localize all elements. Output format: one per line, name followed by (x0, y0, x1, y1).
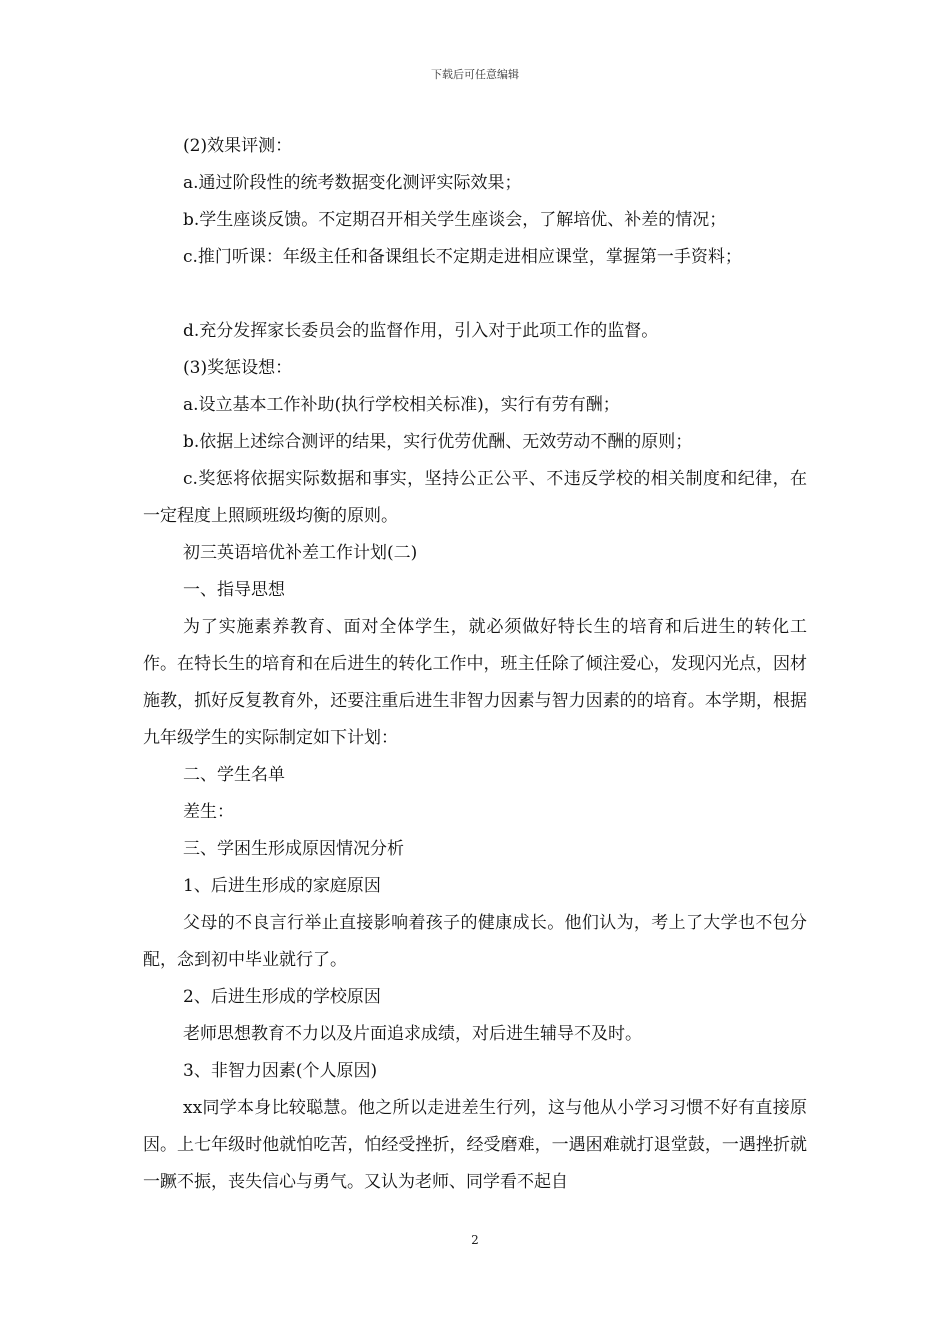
heading-family-cause: 1、后进生形成的家庭原因 (183, 876, 381, 896)
paragraph-poor-students: 差生： (183, 802, 234, 822)
paragraph-effect-evaluation: (2)效果评测： (183, 136, 293, 156)
paragraph-item-a: a.通过阶段性的统考数据变化测评实际效果； (183, 173, 522, 193)
heading-personal-cause: 3、非智力因素(个人原因) (183, 1061, 378, 1081)
paragraph-guiding-thought: 为了实施素养教育、面对全体学生，就必须做好特长生的培育和后进生的转化工作。在特长生的培育和在后进生的转化工作中，班主任除了倾注爱心，发现闪光点，因材施教，抓好反复教育外，还要注重后进生非智力因素与智力因素的的培育。本学期，根据九年级学生的实际制定如下计划： (143, 617, 807, 748)
paragraph-item-b: b.学生座谈反馈。不定期召开相关学生座谈会，了解培优、补差的情况； (183, 210, 727, 230)
heading-school-cause: 2、后进生形成的学校原因 (183, 987, 381, 1007)
paragraph-item-c: c.推门听课：年级主任和备课组长不定期走进相应课堂，掌握第一手资料； (183, 247, 742, 267)
paragraph-reward-a: a.设立基本工作补助(执行学校相关标准)，实行有劳有酬； (183, 395, 620, 415)
heading-student-list: 二、学生名单 (183, 765, 285, 785)
paragraph-item-d: d.充分发挥家长委员会的监督作用，引入对于此项工作的监督。 (183, 321, 659, 341)
page-header: 下载后可任意编辑 (431, 68, 519, 81)
heading-cause-analysis: 三、学困生形成原因情况分析 (183, 839, 404, 859)
heading-guiding-thought: 一、指导思想 (183, 580, 285, 600)
section-title-plan-two: 初三英语培优补差工作计划(二) (183, 543, 418, 563)
document-body (143, 128, 807, 1201)
paragraph-family-cause: 父母的不良言行举止直接影响着孩子的健康成长。他们认为，考上了大学也不包分配，念到初中毕业就行了。 (143, 913, 807, 970)
page-number: 2 (471, 1233, 479, 1247)
paragraph-reward-c: c.奖惩将依据实际数据和事实，坚持公正公平、不违反学校的相关制度和纪律，在一定程度上照顾班级均衡的原则。 (143, 469, 807, 526)
paragraph-reward-b: b.依据上述综合测评的结果，实行优劳优酬、无效劳动不酬的原则； (183, 432, 693, 452)
paragraph-personal-cause: xx同学本身比较聪慧。他之所以走进差生行列，这与他从小学习习惯不好有直接原因。上七年级时他就怕吃苦，怕经受挫折，经受磨难，一遇困难就打退堂鼓，一遇挫折就一蹶不振，丧失信心与勇气。又认为老师、同学看不起自 (143, 1098, 807, 1192)
paragraph-reward-plan: (3)奖惩设想： (183, 358, 293, 378)
paragraph-school-cause: 老师思想教育不力以及片面追求成绩，对后进生辅导不及时。 (183, 1024, 642, 1044)
